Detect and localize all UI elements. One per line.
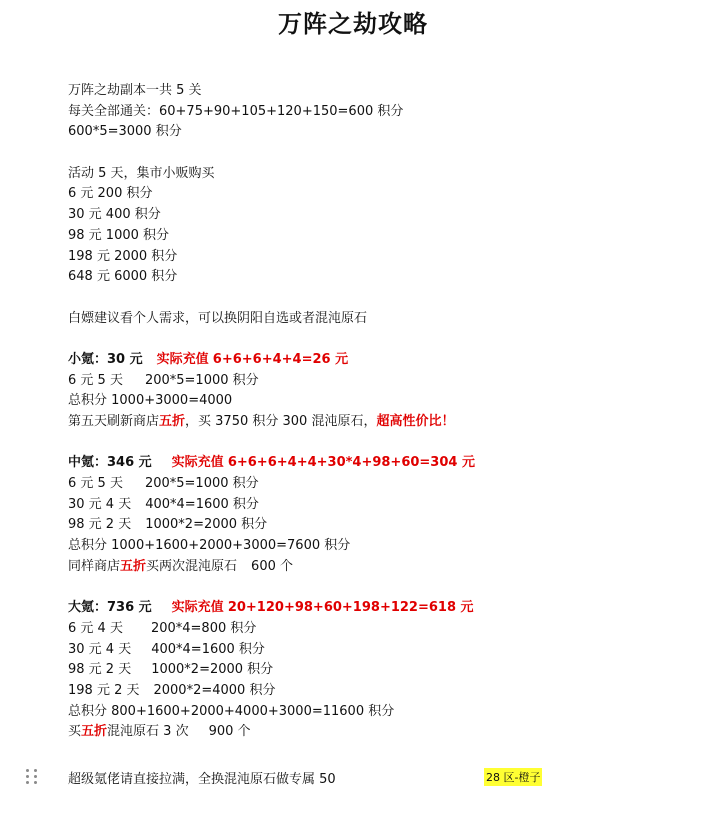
small-shop-pre: 第五天刷新商店 bbox=[68, 414, 160, 429]
medium-row-3-b: 1000*2=2000 积分 bbox=[145, 517, 268, 533]
small-tier-label: 小氪：30 元 bbox=[68, 351, 143, 367]
medium-shop-line bbox=[68, 557, 688, 578]
small-row-1 bbox=[68, 371, 688, 392]
advice-line: 白嫖建议看个人需求，可以换阴阳自选或者混沌原石 bbox=[68, 310, 368, 326]
small-actual-value: 6+6+6+4+4=26 元 bbox=[212, 351, 349, 367]
activity-item-1: 6 元 200 积分 bbox=[68, 186, 153, 202]
medium-actual-label: 实际充值 bbox=[171, 455, 224, 471]
small-total: 总积分 1000+3000=4000 bbox=[68, 393, 233, 409]
medium-row-1 bbox=[68, 474, 688, 495]
page-title: 万阵之劫攻略 bbox=[278, 9, 428, 38]
document-body bbox=[68, 81, 688, 743]
intro-line-1: 万阵之劫副本一共 5 关 bbox=[68, 83, 202, 98]
large-row-1-b: 200*4=800 积分 bbox=[150, 620, 257, 636]
medium-row-2-b: 400*4=1600 积分 bbox=[145, 496, 259, 512]
activity-item-4: 198 元 2000 积分 bbox=[68, 248, 178, 264]
large-row-3-b: 1000*2=2000 积分 bbox=[151, 662, 274, 678]
small-shop-highlight: 超高性价比！ bbox=[376, 414, 455, 429]
medium-total: 总积分 1000+1600+2000+3000=7600 积分 bbox=[68, 538, 351, 554]
large-row-2-b: 400*4=1600 积分 bbox=[151, 641, 265, 657]
activity-item-3: 98 元 1000 积分 bbox=[68, 227, 170, 243]
large-shop-discount: 五折 bbox=[81, 724, 108, 740]
large-shop-count: 900 个 bbox=[208, 724, 251, 740]
small-row-1-a: 6 元 5 天 bbox=[68, 372, 123, 388]
large-row-1-a: 6 元 4 天 bbox=[68, 620, 123, 636]
large-row-2 bbox=[68, 640, 688, 661]
activity-header: 活动 5 天，集市小贩购买 bbox=[68, 165, 215, 181]
large-tier-header bbox=[68, 598, 688, 619]
large-row-4-b: 2000*2=4000 积分 bbox=[153, 682, 276, 698]
footer-block bbox=[0, 767, 706, 789]
large-row-3 bbox=[68, 660, 688, 681]
medium-row-1-b: 200*5=1000 积分 bbox=[144, 476, 259, 492]
medium-row-3 bbox=[68, 515, 688, 536]
medium-tier-label: 中氪：346 元 bbox=[68, 455, 152, 471]
medium-shop-discount: 五折 bbox=[120, 558, 147, 574]
small-shop-line bbox=[68, 412, 688, 433]
large-total: 总积分 800+1600+2000+4000+3000=11600 积分 bbox=[68, 703, 395, 719]
large-row-4 bbox=[68, 681, 688, 702]
activity-item-2: 30 元 400 积分 bbox=[68, 207, 161, 223]
medium-row-2 bbox=[68, 495, 688, 516]
footer-text: 超级氪佬请直接拉满，全换混沌原石做专属 50 bbox=[68, 772, 336, 787]
large-row-1 bbox=[68, 619, 688, 640]
small-shop-mid: ，买 3750 积分 300 混沌原石， bbox=[185, 414, 377, 429]
medium-row-1-a: 6 元 5 天 bbox=[68, 476, 123, 492]
small-actual-label: 实际充值 bbox=[156, 351, 209, 367]
large-row-4-a: 198 元 2 天 bbox=[68, 682, 140, 698]
medium-actual-value: 6+6+6+4+4+30*4+98+60=304 元 bbox=[227, 455, 475, 471]
activity-item-5: 648 元 6000 积分 bbox=[68, 269, 178, 285]
medium-shop-mid: 买两次混沌原石 bbox=[146, 558, 238, 574]
large-tier-label: 大氪：736 元 bbox=[68, 600, 152, 616]
medium-row-3-a: 98 元 2 天 bbox=[68, 517, 132, 533]
medium-tier-header bbox=[68, 453, 688, 474]
large-actual-value: 20+120+98+60+198+122=618 元 bbox=[227, 600, 474, 616]
large-shop-line bbox=[68, 722, 688, 743]
medium-shop-count: 600 个 bbox=[251, 558, 293, 574]
small-shop-discount: 五折 bbox=[159, 414, 186, 429]
medium-shop-pre: 同样商店 bbox=[68, 558, 121, 574]
intro-line-2: 每关全部通关：60+75+90+105+120+150=600 积分 bbox=[68, 103, 404, 119]
large-shop-pre: 买 bbox=[68, 724, 82, 740]
drag-handle-icon[interactable] bbox=[26, 769, 38, 785]
large-actual-label: 实际充值 bbox=[171, 600, 224, 616]
intro-line-3: 600*5=3000 积分 bbox=[68, 124, 182, 140]
large-shop-mid: 混沌原石 3 次 bbox=[107, 724, 189, 740]
author-tag: 28 区-橙子 bbox=[484, 768, 542, 786]
small-tier-header bbox=[68, 350, 688, 371]
large-row-3-a: 98 元 2 天 bbox=[68, 662, 132, 678]
small-row-1-b: 200*5=1000 积分 bbox=[144, 372, 259, 388]
large-row-2-a: 30 元 4 天 bbox=[68, 641, 132, 657]
medium-row-2-a: 30 元 4 天 bbox=[68, 496, 132, 512]
